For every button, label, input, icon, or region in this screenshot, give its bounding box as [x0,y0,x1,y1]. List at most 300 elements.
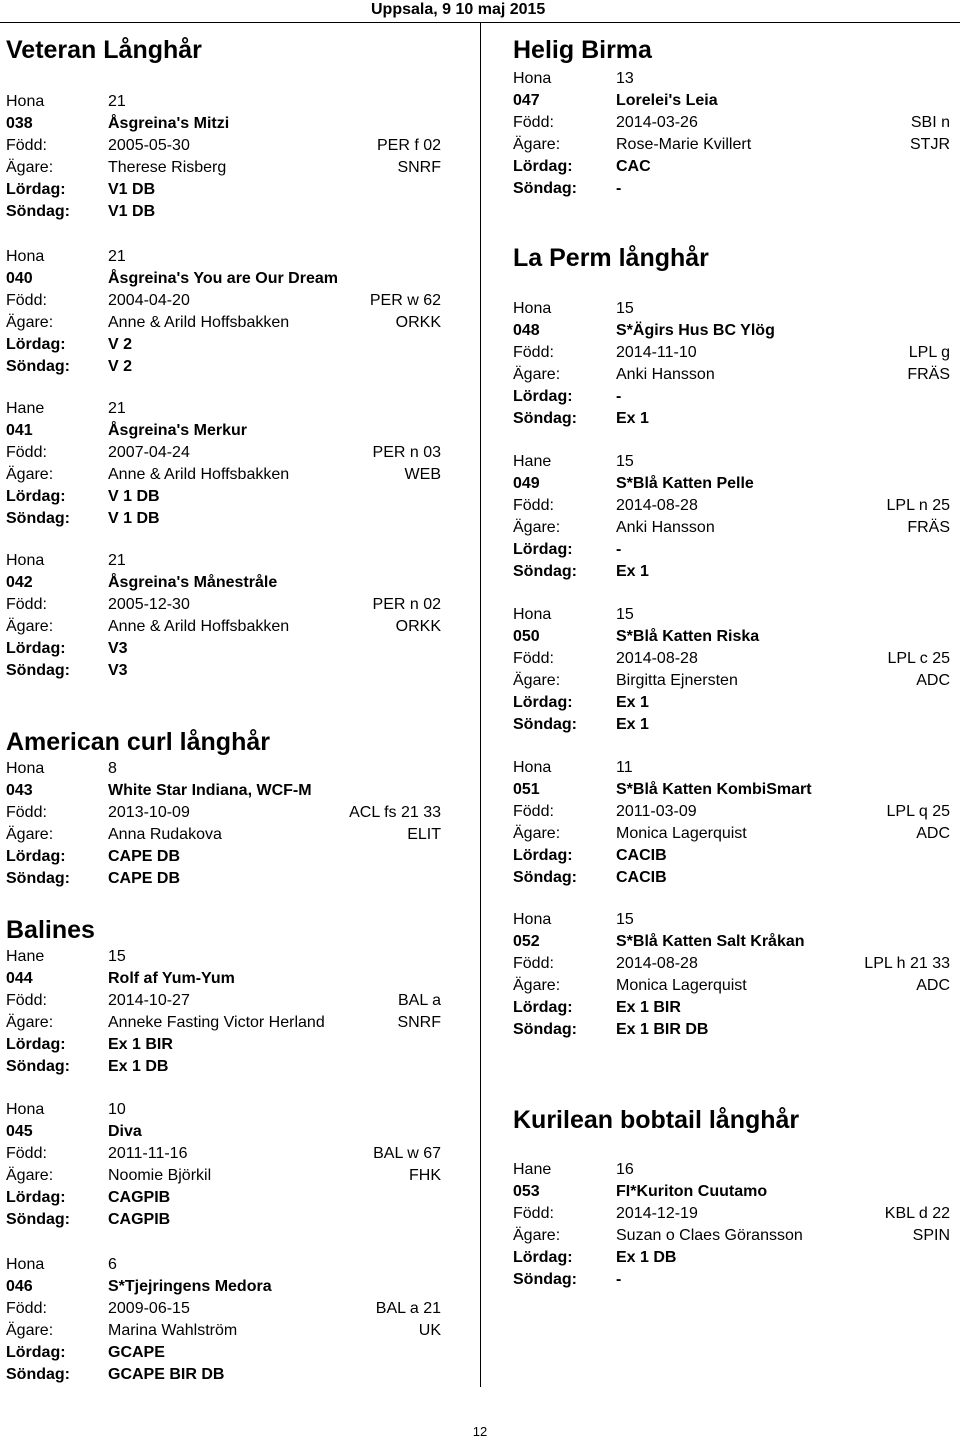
saturday-result: Ex 1 DB [616,1249,677,1266]
sex-label: Hane [6,948,45,965]
owner-row [6,464,441,486]
saturday-result: - [616,541,622,558]
sunday-row [513,1019,950,1041]
sunday-result: V3 [108,662,128,679]
name-row [513,473,950,495]
born-row [513,953,950,975]
owner-label: Ägare: [6,1322,54,1339]
sunday-row [6,868,441,890]
born-row [6,594,441,616]
saturday-row [513,539,950,561]
saturday-label: Lördag: [513,1249,573,1266]
saturday-result: V3 [108,640,128,657]
saturday-result: CAGPIB [108,1189,171,1206]
sex-label: Hane [513,1161,552,1178]
cat-entry [6,1099,441,1231]
sex-label: Hane [513,453,552,470]
sunday-result: CAGPIB [108,1211,171,1228]
sunday-result: Ex 1 [616,410,649,427]
sunday-row [6,201,441,223]
class-row [513,68,950,90]
name-row [6,113,441,135]
class-row [513,757,950,779]
saturday-label: Lördag: [6,336,66,353]
sunday-result: V1 DB [108,203,156,220]
section-heading: American curl långhår [6,728,270,756]
club-name: SNRF [397,159,441,176]
ems-code: BAL a 21 [375,1300,441,1317]
owner-row [6,157,441,179]
owner-label: Ägare: [513,1227,561,1244]
owner-name: Birgitta Ejnersten [616,672,738,689]
catalog-number: 050 [513,628,540,645]
sunday-label: Söndag: [513,869,577,886]
saturday-result: V 2 [108,336,133,353]
born-row [513,648,950,670]
club-name: ORKK [395,618,441,635]
sunday-row [6,660,441,682]
catalog-number: 053 [513,1183,540,1200]
cat-entry [513,757,950,889]
sunday-row [6,1209,441,1231]
cat-name: White Star Indiana, WCF-M [108,782,312,799]
name-row [6,420,441,442]
owner-row [513,517,950,539]
cat-name: S*Tjejringens Medora [108,1278,272,1295]
class-number: 15 [108,948,126,965]
name-row [6,968,441,990]
column-divider [480,22,481,1387]
owner-name: Marina Wahlström [108,1322,238,1339]
page-header: Uppsala, 9 10 maj 2015 [371,1,546,18]
owner-name: Anne & Arild Hoffsbakken [108,618,290,635]
club-name: FRÄS [907,366,950,383]
owner-name: Rose-Marie Kvillert [616,136,752,153]
catalog-number: 043 [6,782,33,799]
class-number: 21 [108,552,126,569]
saturday-row [6,638,441,660]
sunday-label: Söndag: [6,1366,70,1383]
saturday-row [6,1187,441,1209]
class-number: 16 [616,1161,634,1178]
owner-row [6,616,441,638]
sex-label: Hona [6,248,45,265]
sunday-label: Söndag: [6,870,70,887]
owner-label: Ägare: [513,136,561,153]
born-label: Född: [513,650,554,667]
birth-date: 2013-10-09 [108,804,190,821]
saturday-row [513,692,950,714]
sunday-result: Ex 1 DB [108,1058,169,1075]
catalog-number: 048 [513,322,540,339]
ems-code: ACL fs 21 33 [349,804,441,821]
owner-row [513,670,950,692]
name-row [6,1121,441,1143]
name-row [513,1181,950,1203]
cat-name: Åsgreina's You are Our Dream [108,270,338,287]
sex-label: Hona [513,300,552,317]
sex-label: Hona [6,552,45,569]
sunday-row [513,1269,950,1291]
owner-name: Therese Risberg [108,159,227,176]
cat-entry [6,246,441,378]
name-row [6,268,441,290]
ems-code: PER f 02 [376,137,441,154]
catalog-number: 047 [513,92,540,109]
saturday-result: CAC [616,158,651,175]
birth-date: 2014-11-10 [616,344,697,361]
owner-name: Monica Lagerquist [616,825,747,842]
sunday-label: Söndag: [6,358,70,375]
class-row [6,91,441,113]
cat-name: Åsgreina's Månestråle [108,574,278,591]
saturday-row [513,156,950,178]
born-row [513,112,950,134]
saturday-row [513,1247,950,1269]
birth-date: 2007-04-24 [108,444,190,461]
sunday-row [513,408,950,430]
cat-name: S*Ägirs Hus BC Ylög [616,322,775,339]
born-label: Född: [6,1300,47,1317]
sunday-row [6,508,441,530]
class-row [513,909,950,931]
name-row [6,780,441,802]
cat-name: Diva [108,1123,142,1140]
sunday-row [6,1056,441,1078]
catalog-number: 051 [513,781,540,798]
cat-name: S*Blå Katten Salt Kråkan [616,933,805,950]
owner-row [513,823,950,845]
club-name: FRÄS [907,519,950,536]
sunday-result: Ex 1 [616,716,649,733]
class-number: 6 [108,1256,117,1273]
saturday-result: CAPE DB [108,848,181,865]
class-number: 11 [616,759,633,776]
sex-label: Hona [6,93,45,110]
ems-code: PER w 62 [369,292,441,309]
class-number: 13 [616,70,634,87]
name-row [513,779,950,801]
cat-entry [513,909,950,1041]
cat-entry [513,1159,950,1291]
birth-date: 2014-08-28 [616,650,698,667]
club-name: UK [418,1322,441,1339]
birth-date: 2005-12-30 [108,596,190,613]
class-row [6,246,441,268]
sunday-result: CACIB [616,869,667,886]
class-number: 21 [108,248,126,265]
name-row [513,90,950,112]
born-label: Född: [513,955,554,972]
born-label: Född: [513,114,554,131]
born-label: Född: [6,1145,47,1162]
saturday-label: Lördag: [513,999,573,1016]
cat-entry [513,451,950,583]
catalog-number: 045 [6,1123,33,1140]
birth-date: 2014-03-26 [616,114,698,131]
class-number: 21 [108,93,126,110]
born-row [6,990,441,1012]
saturday-result: V 1 DB [108,488,160,505]
sex-label: Hona [513,911,552,928]
cat-entry [6,550,441,682]
name-row [513,626,950,648]
ems-code: PER n 03 [372,444,441,461]
born-label: Född: [6,292,47,309]
sunday-label: Söndag: [6,203,70,220]
ems-code: LPL g [908,344,950,361]
owner-label: Ägare: [6,314,54,331]
class-number: 15 [616,911,634,928]
cat-name: FI*Kuriton Cuutamo [616,1183,768,1200]
class-row [6,1099,441,1121]
saturday-row [6,1342,441,1364]
sunday-label: Söndag: [6,1058,70,1075]
born-row [513,801,950,823]
cat-name: Åsgreina's Mitzi [108,115,230,132]
cat-name: Lorelei's Leia [616,92,718,109]
sunday-label: Söndag: [6,662,70,679]
sex-label: Hona [6,760,45,777]
sunday-result: V 1 DB [108,510,160,527]
birth-date: 2009-06-15 [108,1300,190,1317]
saturday-label: Lördag: [6,1036,66,1053]
born-row [6,442,441,464]
sunday-label: Söndag: [513,563,577,580]
born-label: Född: [6,444,47,461]
cat-entry [513,604,950,736]
sunday-row [513,561,950,583]
owner-label: Ägare: [513,672,561,689]
class-number: 10 [108,1101,126,1118]
ems-code: LPL q 25 [886,803,950,820]
birth-date: 2014-10-27 [108,992,190,1009]
ems-code: PER n 02 [372,596,441,613]
sex-label: Hona [6,1101,45,1118]
ems-code: LPL c 25 [887,650,950,667]
birth-date: 2005-05-30 [108,137,190,154]
saturday-result: Ex 1 [616,694,649,711]
sex-label: Hane [6,400,45,417]
saturday-row [513,386,950,408]
class-row [6,398,441,420]
birth-date: 2011-11-16 [108,1145,188,1162]
catalog-number: 042 [6,574,33,591]
class-row [513,298,950,320]
class-row [513,1159,950,1181]
born-row [513,1203,950,1225]
sunday-label: Söndag: [513,180,577,197]
owner-label: Ägare: [513,366,561,383]
owner-name: Anna Rudakova [108,826,222,843]
ems-code: SBI n [910,114,950,131]
club-name: STJR [910,136,950,153]
class-row [6,758,441,780]
owner-row [6,1165,441,1187]
sex-label: Hona [513,759,552,776]
saturday-label: Lördag: [6,181,66,198]
sunday-result: - [616,180,622,197]
born-row [6,290,441,312]
sunday-label: Söndag: [513,1021,577,1038]
sunday-result: Ex 1 BIR DB [616,1021,709,1038]
catalog-number: 041 [6,422,33,439]
class-row [6,550,441,572]
owner-name: Anki Hansson [616,519,715,536]
class-number: 21 [108,400,126,417]
born-row [513,342,950,364]
birth-date: 2011-03-09 [616,803,697,820]
born-label: Född: [513,497,554,514]
saturday-label: Lördag: [513,694,573,711]
cat-entry [6,398,441,530]
sunday-result: V 2 [108,358,133,375]
owner-row [6,312,441,334]
born-row [6,135,441,157]
cat-name: S*Blå Katten Pelle [616,475,754,492]
name-row [513,931,950,953]
saturday-label: Lördag: [6,848,66,865]
catalog-number: 038 [6,115,33,132]
owner-label: Ägare: [6,826,54,843]
sunday-label: Söndag: [6,510,70,527]
sunday-row [513,178,950,200]
owner-row [513,975,950,997]
cat-entry [6,91,441,223]
club-name: ADC [916,672,950,689]
saturday-label: Lördag: [513,541,573,558]
club-name: WEB [404,466,441,483]
sunday-label: Söndag: [513,1271,577,1288]
born-row [6,1143,441,1165]
cat-entry [513,298,950,430]
ems-code: BAL a [398,992,441,1009]
sunday-label: Söndag: [6,1211,70,1228]
owner-name: Suzan o Claes Göransson [616,1227,803,1244]
sunday-label: Söndag: [513,716,577,733]
saturday-label: Lördag: [513,158,573,175]
saturday-row [6,179,441,201]
owner-label: Ägare: [6,1167,54,1184]
saturday-row [6,486,441,508]
saturday-result: Ex 1 BIR [108,1036,173,1053]
owner-name: Monica Lagerquist [616,977,747,994]
sunday-row [513,867,950,889]
catalog-number: 040 [6,270,33,287]
cat-name: S*Blå Katten KombiSmart [616,781,812,798]
saturday-label: Lördag: [513,388,573,405]
class-number: 15 [616,300,634,317]
ems-code: LPL n 25 [886,497,950,514]
born-label: Född: [513,803,554,820]
saturday-row [513,997,950,1019]
birth-date: 2014-08-28 [616,955,698,972]
club-name: ELIT [407,826,441,843]
club-name: SNRF [397,1014,441,1031]
sunday-result: - [616,1271,622,1288]
name-row [6,1276,441,1298]
birth-date: 2014-12-19 [616,1205,698,1222]
sunday-row [513,714,950,736]
owner-row [513,364,950,386]
saturday-label: Lördag: [6,640,66,657]
saturday-row [6,334,441,356]
cat-entry [6,946,441,1078]
sunday-label: Söndag: [513,410,577,427]
sunday-row [6,356,441,378]
owner-name: Anneke Fasting Victor Herland [108,1014,325,1031]
saturday-label: Lördag: [6,1189,66,1206]
cat-entry [513,68,950,200]
saturday-label: Lördag: [513,847,573,864]
ems-code: LPL h 21 33 [864,955,950,972]
owner-row [513,134,950,156]
saturday-result: - [616,388,622,405]
owner-label: Ägare: [6,466,54,483]
sex-label: Hona [513,70,552,87]
section-heading: La Perm långhår [513,244,709,272]
owner-name: Noomie Björkil [108,1167,212,1184]
cat-entry [6,758,441,890]
owner-label: Ägare: [6,618,54,635]
owner-name: Anne & Arild Hoffsbakken [108,314,290,331]
sunday-row [6,1364,441,1386]
catalog-number: 046 [6,1278,33,1295]
saturday-row [6,1034,441,1056]
catalog-number: 052 [513,933,540,950]
saturday-result: CACIB [616,847,667,864]
class-row [6,946,441,968]
class-row [513,451,950,473]
name-row [6,572,441,594]
section-heading: Veteran Långhår [6,36,202,64]
born-label: Född: [6,596,47,613]
owner-row [6,824,441,846]
owner-row [6,1320,441,1342]
born-label: Född: [6,992,47,1009]
club-name: ORKK [395,314,441,331]
class-number: 15 [616,606,634,623]
cat-name: Rolf af Yum-Yum [108,970,235,987]
owner-label: Ägare: [513,519,561,536]
sex-label: Hona [513,606,552,623]
class-row [513,604,950,626]
born-label: Född: [513,1205,554,1222]
ems-code: BAL w 67 [373,1145,441,1162]
section-heading: Helig Birma [513,36,652,64]
name-row [513,320,950,342]
owner-label: Ägare: [513,977,561,994]
saturday-result: Ex 1 BIR [616,999,681,1016]
owner-label: Ägare: [6,1014,54,1031]
born-row [6,1298,441,1320]
club-name: ADC [916,977,950,994]
born-row [6,802,441,824]
owner-row [513,1225,950,1247]
born-label: Född: [6,137,47,154]
ems-code: KBL d 22 [884,1205,950,1222]
owner-name: Anki Hansson [616,366,715,383]
sunday-result: CAPE DB [108,870,181,887]
born-label: Född: [6,804,47,821]
born-label: Född: [513,344,554,361]
owner-name: Anne & Arild Hoffsbakken [108,466,290,483]
owner-label: Ägare: [6,159,54,176]
class-number: 8 [108,760,117,777]
section-heading: Kurilean bobtail långhår [513,1106,800,1134]
birth-date: 2014-08-28 [616,497,698,514]
sunday-result: GCAPE BIR DB [108,1366,225,1383]
